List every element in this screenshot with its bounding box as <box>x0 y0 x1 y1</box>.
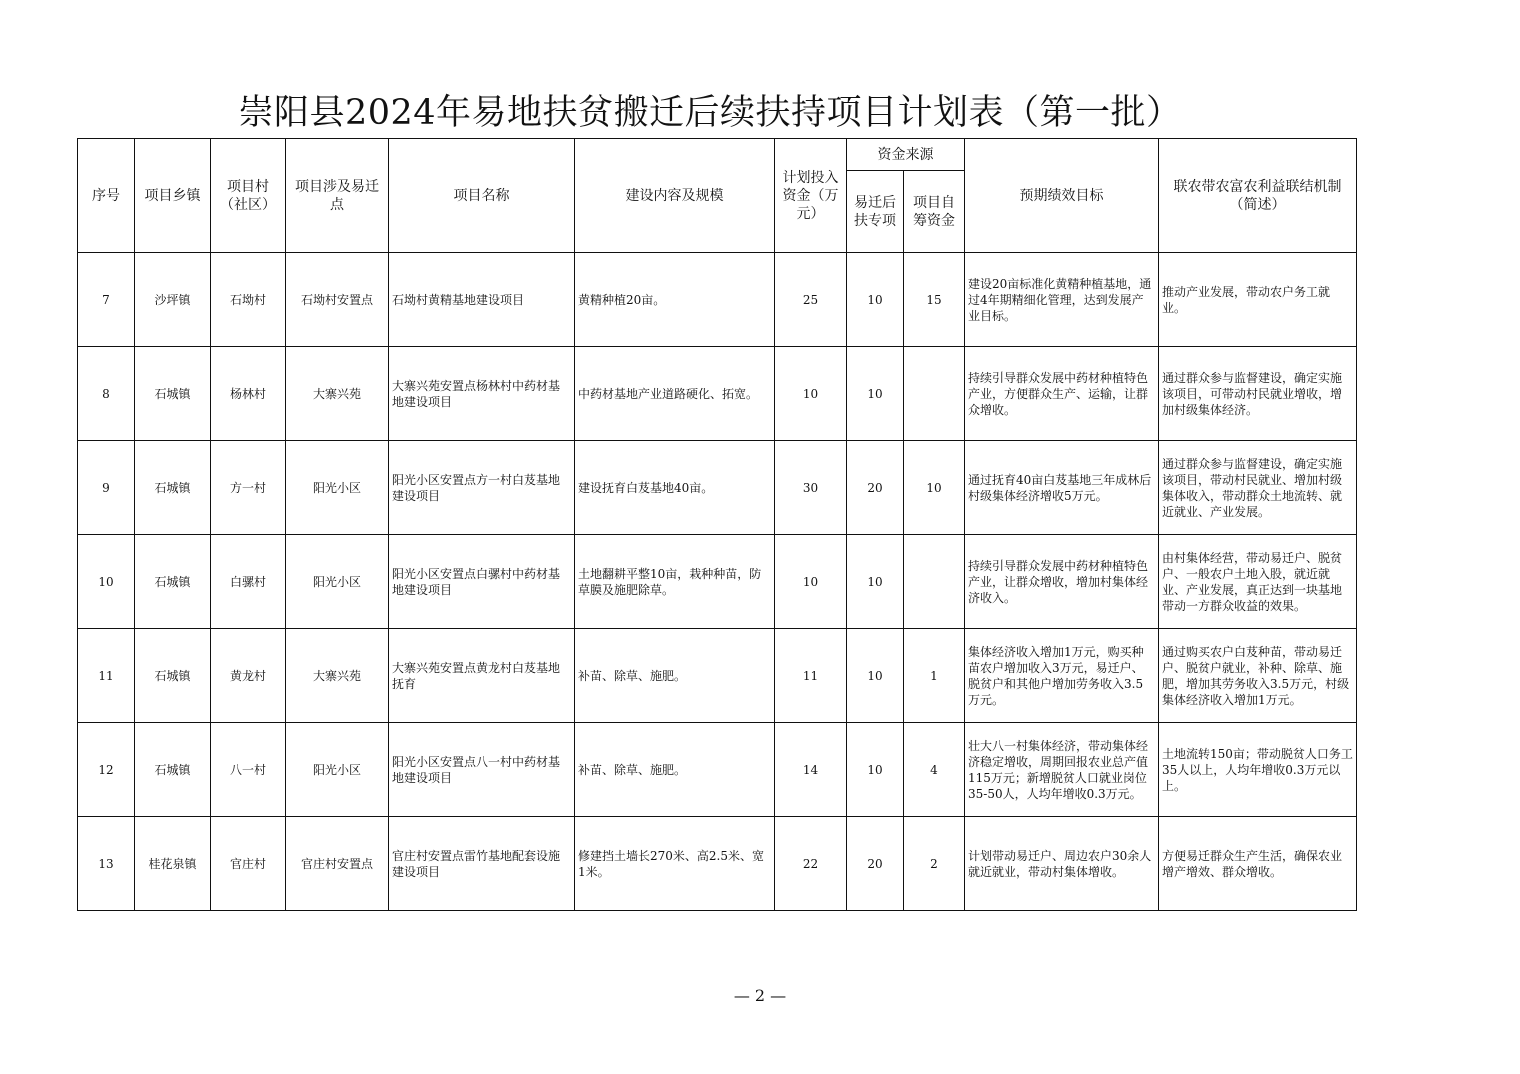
cell-site: 阳光小区 <box>286 535 389 629</box>
cell-content: 补苗、除草、施肥。 <box>575 629 775 723</box>
table-row <box>78 723 1357 817</box>
cell-content: 修建挡土墙长270米、高2.5米、宽1米。 <box>575 817 775 911</box>
cell-village: 官庄村 <box>211 817 286 911</box>
table-row <box>78 347 1357 441</box>
cell-content: 补苗、除草、施肥。 <box>575 723 775 817</box>
header-seq: 序号 <box>78 139 135 253</box>
cell-project-name: 官庄村安置点雷竹基地配套设施建设项目 <box>389 817 575 911</box>
cell-township: 石城镇 <box>135 723 211 817</box>
cell-village: 黄龙村 <box>211 629 286 723</box>
cell-goal: 壮大八一村集体经济，带动集体经济稳定增收，周期回报农业总产值115万元；新增脱贫人口就业岗位35-50人，人均年增收0.3万元。 <box>965 723 1159 817</box>
header-village: 项目村（社区） <box>211 139 286 253</box>
header-fund-special: 易迁后扶专项 <box>847 171 904 253</box>
cell-project-name: 石坳村黄精基地建设项目 <box>389 253 575 347</box>
table-row <box>78 441 1357 535</box>
cell-mechanism: 通过群众参与监督建设，确定实施该项目，可带动村民就业增收，增加村级集体经济。 <box>1159 347 1357 441</box>
cell-goal: 通过抚育40亩白芨基地三年成林后村级集体经济增收5万元。 <box>965 441 1159 535</box>
cell-fund-special: 10 <box>847 535 904 629</box>
cell-site: 官庄村安置点 <box>286 817 389 911</box>
cell-seq: 9 <box>78 441 135 535</box>
cell-investment: 25 <box>775 253 847 347</box>
page-title: 崇阳县2024年易地扶贫搬迁后续扶持项目计划表（第一批） <box>238 93 1182 133</box>
cell-fund-special: 10 <box>847 723 904 817</box>
cell-project-name: 大寨兴苑安置点黄龙村白芨基地抚育 <box>389 629 575 723</box>
cell-fund-special: 20 <box>847 441 904 535</box>
cell-goal: 建设20亩标准化黄精种植基地，通过4年期精细化管理，达到发展产业目标。 <box>965 253 1159 347</box>
cell-township: 沙坪镇 <box>135 253 211 347</box>
cell-investment: 11 <box>775 629 847 723</box>
cell-investment: 10 <box>775 535 847 629</box>
header-fund-source: 资金来源 <box>847 139 965 171</box>
project-plan-table <box>77 138 1357 911</box>
cell-fund-special: 10 <box>847 629 904 723</box>
cell-township: 石城镇 <box>135 347 211 441</box>
cell-fund-self: 10 <box>904 441 965 535</box>
cell-site: 大寨兴苑 <box>286 629 389 723</box>
cell-seq: 13 <box>78 817 135 911</box>
cell-mechanism: 通过群众参与监督建设，确定实施该项目，带动村民就业、增加村级集体收入，带动群众土地流转、就近就业、产业发展。 <box>1159 441 1357 535</box>
cell-fund-self <box>904 347 965 441</box>
cell-investment: 10 <box>775 347 847 441</box>
cell-content: 黄精种植20亩。 <box>575 253 775 347</box>
cell-mechanism: 方便易迁群众生产生活，确保农业增产增效、群众增收。 <box>1159 817 1357 911</box>
cell-township: 石城镇 <box>135 441 211 535</box>
cell-goal: 集体经济收入增加1万元，购买种苗农户增加收入3万元，易迁户、脱贫户和其他户增加劳务收入3.5万元。 <box>965 629 1159 723</box>
cell-fund-self <box>904 535 965 629</box>
cell-township: 石城镇 <box>135 629 211 723</box>
cell-fund-special: 10 <box>847 253 904 347</box>
cell-mechanism: 由村集体经营，带动易迁户、脱贫户、一般农户土地入股，就近就业、产业发展，真正达到一块基地带动一方群众收益的效果。 <box>1159 535 1357 629</box>
cell-goal: 持续引导群众发展中药材种植特色产业，方便群众生产、运输，让群众增收。 <box>965 347 1159 441</box>
header-content: 建设内容及规模 <box>575 139 775 253</box>
cell-content: 建设抚育白芨基地40亩。 <box>575 441 775 535</box>
cell-mechanism: 土地流转150亩；带动脱贫人口务工35人以上，人均年增收0.3万元以上。 <box>1159 723 1357 817</box>
table-row <box>78 535 1357 629</box>
cell-site: 石坳村安置点 <box>286 253 389 347</box>
table-row <box>78 253 1357 347</box>
cell-investment: 14 <box>775 723 847 817</box>
cell-township: 桂花泉镇 <box>135 817 211 911</box>
cell-fund-self: 1 <box>904 629 965 723</box>
header-investment: 计划投入资金（万元） <box>775 139 847 253</box>
cell-project-name: 大寨兴苑安置点杨林村中药材基地建设项目 <box>389 347 575 441</box>
cell-seq: 12 <box>78 723 135 817</box>
cell-site: 阳光小区 <box>286 723 389 817</box>
cell-village: 八一村 <box>211 723 286 817</box>
header-fund-self: 项目自筹资金 <box>904 171 965 253</box>
cell-seq: 7 <box>78 253 135 347</box>
cell-content: 土地翻耕平整10亩，栽种种苗，防草膜及施肥除草。 <box>575 535 775 629</box>
cell-investment: 30 <box>775 441 847 535</box>
header-mechanism: 联农带农富农利益联结机制（简述） <box>1159 139 1357 253</box>
cell-mechanism: 推动产业发展，带动农户务工就业。 <box>1159 253 1357 347</box>
cell-fund-special: 20 <box>847 817 904 911</box>
cell-project-name: 阳光小区安置点白骡村中药材基地建设项目 <box>389 535 575 629</box>
cell-site: 大寨兴苑 <box>286 347 389 441</box>
header-project-name: 项目名称 <box>389 139 575 253</box>
cell-village: 杨林村 <box>211 347 286 441</box>
header-township: 项目乡镇 <box>135 139 211 253</box>
cell-fund-self: 2 <box>904 817 965 911</box>
cell-mechanism: 通过购买农户白芨种苗，带动易迁户、脱贫户就业，补种、除草、施肥，增加其劳务收入3.5万元，村级集体经济收入增加1万元。 <box>1159 629 1357 723</box>
header-site: 项目涉及易迁点 <box>286 139 389 253</box>
cell-township: 石城镇 <box>135 535 211 629</box>
cell-seq: 11 <box>78 629 135 723</box>
page-number: — 2 — <box>733 986 787 1005</box>
cell-fund-self: 15 <box>904 253 965 347</box>
cell-seq: 10 <box>78 535 135 629</box>
cell-content: 中药材基地产业道路硬化、拓宽。 <box>575 347 775 441</box>
cell-fund-special: 10 <box>847 347 904 441</box>
cell-seq: 8 <box>78 347 135 441</box>
table-row <box>78 629 1357 723</box>
cell-goal: 持续引导群众发展中药材种植特色产业，让群众增收，增加村集体经济收入。 <box>965 535 1159 629</box>
cell-fund-self: 4 <box>904 723 965 817</box>
cell-investment: 22 <box>775 817 847 911</box>
table-row <box>78 817 1357 911</box>
cell-goal: 计划带动易迁户、周边农户30余人就近就业，带动村集体增收。 <box>965 817 1159 911</box>
cell-project-name: 阳光小区安置点方一村白芨基地建设项目 <box>389 441 575 535</box>
cell-project-name: 阳光小区安置点八一村中药材基地建设项目 <box>389 723 575 817</box>
cell-village: 石坳村 <box>211 253 286 347</box>
cell-village: 方一村 <box>211 441 286 535</box>
cell-site: 阳光小区 <box>286 441 389 535</box>
cell-village: 白骡村 <box>211 535 286 629</box>
header-goal: 预期绩效目标 <box>965 139 1159 253</box>
